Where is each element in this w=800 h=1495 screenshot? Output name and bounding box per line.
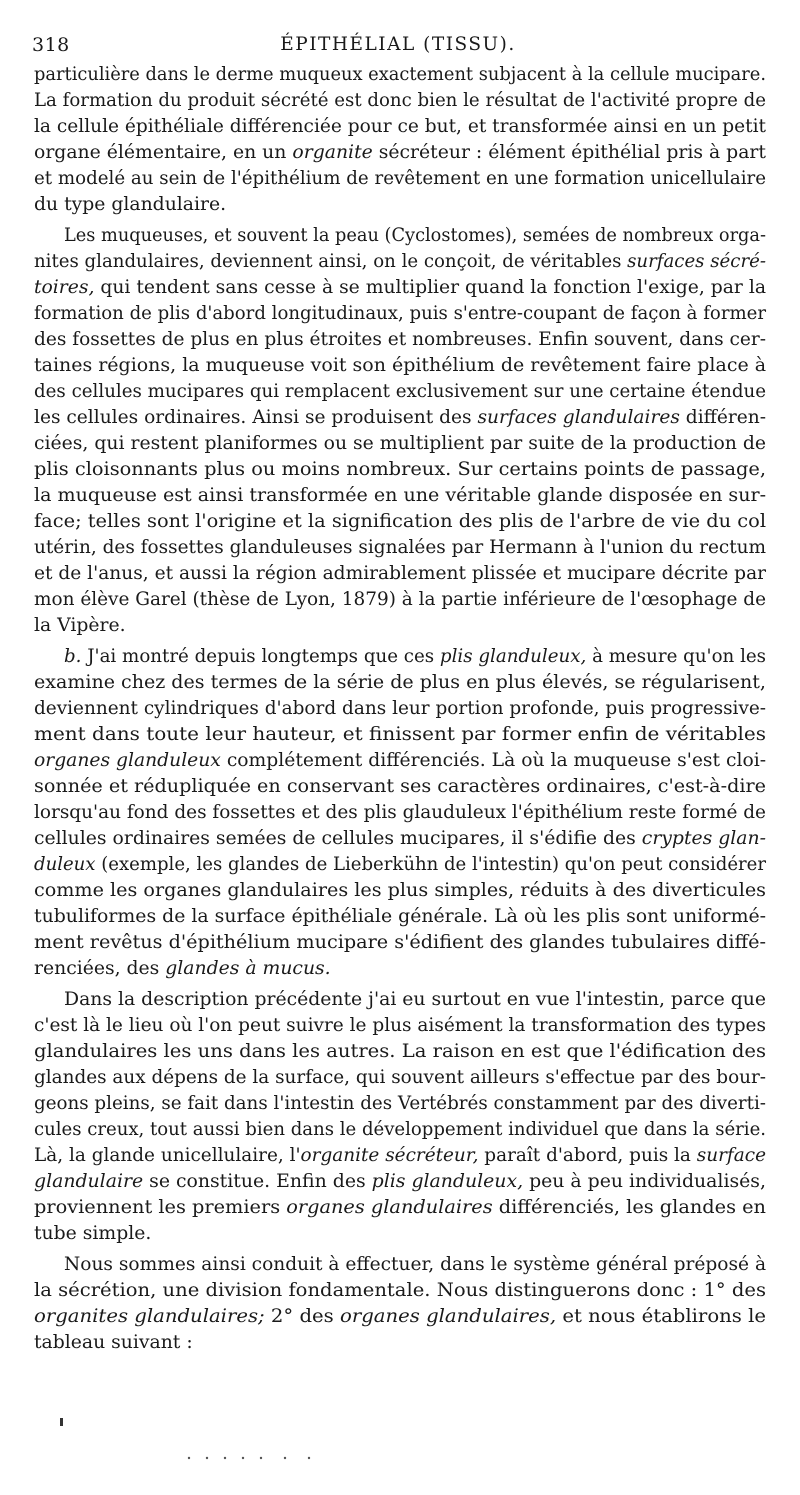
text-run: utérin, des fossettes glanduleuses signalées par Hermann à l'union du rectum bbox=[34, 537, 767, 558]
text-line bbox=[34, 405, 766, 431]
text-line-content bbox=[34, 379, 766, 405]
text-line bbox=[34, 223, 766, 249]
text-line bbox=[34, 904, 766, 930]
text-line-content bbox=[34, 1013, 766, 1039]
text-line-content bbox=[34, 826, 766, 852]
italic-run: glandes à mucus. bbox=[165, 958, 331, 979]
text-line-content bbox=[34, 800, 766, 826]
text-line-content bbox=[34, 1143, 766, 1169]
italic-run: surfaces sécré- bbox=[627, 251, 766, 272]
text-line bbox=[34, 561, 766, 587]
text-line-content bbox=[34, 509, 766, 535]
italic-run: organite bbox=[292, 142, 373, 163]
text-line bbox=[34, 1252, 766, 1278]
text-line bbox=[34, 696, 766, 722]
text-run: proviennent les premiers bbox=[34, 1197, 287, 1218]
text-line bbox=[34, 140, 766, 166]
text-line bbox=[34, 878, 766, 904]
italic-run: duleux bbox=[34, 854, 96, 875]
text-run: face; telles sont l'origine et la signification des plis de l'arbre de vie du col bbox=[34, 511, 767, 532]
text-line-content bbox=[34, 696, 766, 722]
text-line bbox=[34, 379, 766, 405]
text-line bbox=[34, 327, 766, 353]
text-line-content bbox=[34, 405, 766, 431]
text-run: peu à peu individualisés, bbox=[523, 1171, 766, 1192]
text-run: et de l'anus, et aussi la région admirablement plissée et mucipare décrite par bbox=[34, 563, 767, 584]
text-run: Nous sommes ainsi conduit à effectuer, dans le système général préposé à bbox=[64, 1254, 767, 1275]
text-line bbox=[34, 930, 766, 956]
text-run: et modelé au sein de l'épithélium de revêtement en une formation unicellulaire bbox=[34, 168, 767, 189]
text-run: deviennent cylindriques d'abord dans leur portion profonde, puis progressive- bbox=[34, 698, 767, 719]
text-line-content bbox=[64, 987, 766, 1013]
text-line bbox=[34, 114, 766, 140]
text-line-content bbox=[34, 192, 226, 218]
text-line-content bbox=[34, 166, 766, 192]
text-run: renciées, des bbox=[34, 958, 166, 979]
text-line-content bbox=[34, 722, 766, 748]
text-line-content bbox=[34, 1065, 766, 1091]
text-line bbox=[34, 1330, 766, 1356]
text-line-content bbox=[64, 223, 766, 249]
paragraph bbox=[34, 987, 766, 1247]
text-line bbox=[34, 535, 766, 561]
text-line-content bbox=[34, 930, 766, 956]
text-line-content bbox=[34, 249, 766, 275]
text-run: glandulaires les uns dans les autres. La raison en est que l'édification des bbox=[34, 1041, 767, 1062]
text-line-content bbox=[34, 1330, 193, 1356]
text-line-content bbox=[34, 1278, 766, 1304]
text-line-content bbox=[34, 904, 766, 930]
text-line bbox=[34, 1278, 766, 1304]
italic-run: organes glanduleux bbox=[34, 750, 221, 771]
page-title: ÉPITHÉLIAL (TISSU). bbox=[280, 34, 516, 55]
paragraph bbox=[34, 644, 766, 982]
text-line-content bbox=[64, 644, 766, 670]
text-line-content bbox=[34, 1091, 766, 1117]
text-line bbox=[34, 275, 766, 301]
text-line bbox=[34, 1091, 766, 1117]
text-line-content bbox=[34, 1169, 766, 1195]
italic-run: plis glanduleux, bbox=[439, 646, 587, 667]
italic-run: glandulaire bbox=[34, 1171, 144, 1192]
text-line-content bbox=[34, 956, 331, 982]
text-line bbox=[34, 353, 766, 379]
text-line bbox=[34, 587, 766, 613]
text-line-content bbox=[34, 852, 766, 878]
text-line bbox=[34, 1065, 766, 1091]
text-run: tableau suivant : bbox=[34, 1332, 193, 1353]
text-run: lorsqu'au fond des fossettes et des plis glauduleux l'épithélium reste formé de bbox=[34, 802, 766, 823]
print-dots-decoration bbox=[185, 1455, 325, 1461]
page-number: 318 bbox=[32, 34, 70, 56]
text-line bbox=[34, 62, 766, 88]
text-line bbox=[34, 748, 766, 774]
text-line bbox=[34, 1304, 766, 1330]
body-text bbox=[34, 62, 766, 1356]
text-line bbox=[34, 249, 766, 275]
text-line bbox=[34, 1143, 766, 1169]
text-run: des cellules mucipares qui remplacent exclusivement sur une certaine étendue bbox=[34, 381, 767, 402]
italic-run: surface bbox=[696, 1145, 766, 1166]
paragraph bbox=[34, 1252, 766, 1356]
text-line bbox=[34, 1221, 766, 1247]
text-line bbox=[34, 457, 766, 483]
text-run: les cellules ordinaires. Ainsi se produisent des bbox=[34, 407, 478, 428]
text-run: nites glandulaires, deviennent ainsi, on le conçoit, de véritables bbox=[34, 251, 628, 272]
text-line bbox=[34, 800, 766, 826]
text-run: glandes aux dépens de la surface, qui souvent ailleurs s'effectue par des bour- bbox=[34, 1067, 766, 1088]
italic-run: organes glandulaires bbox=[286, 1197, 493, 1218]
text-line bbox=[34, 483, 766, 509]
text-run: Les muqueuses, et souvent la peau (Cyclostomes), semées de nombreux orga- bbox=[64, 225, 766, 246]
text-run: geons pleins, se fait dans l'intestin des Vertébrés constamment par des diverti- bbox=[34, 1093, 766, 1114]
italic-run: surfaces glandulaires bbox=[477, 407, 680, 428]
text-run: cules creux, tout aussi bien dans le développement individuel que dans la série. bbox=[34, 1119, 767, 1140]
text-line bbox=[34, 509, 766, 535]
italic-run: plis glanduleux, bbox=[371, 1171, 524, 1192]
text-line-content bbox=[34, 483, 766, 509]
text-line bbox=[34, 644, 766, 670]
text-run: complétement différenciés. Là où la muqueuse s'est cloi- bbox=[220, 750, 767, 771]
text-line-content bbox=[34, 1221, 151, 1247]
text-run: sonnée et rédupliquée en conservant ses caractères ordinaires, c'est-à-dire bbox=[34, 776, 766, 797]
text-run: c'est là le lieu où l'on peut suivre le plus aisément la transformation des types bbox=[34, 1015, 766, 1036]
text-line-content bbox=[34, 1304, 766, 1330]
text-line bbox=[34, 722, 766, 748]
text-run: mon élève Garel (thèse de Lyon, 1879) à la partie inférieure de l'œsophage de bbox=[34, 589, 767, 610]
text-line-content bbox=[34, 457, 766, 483]
text-run: tubuliformes de la surface épithéliale générale. Là où les plis sont uniformé- bbox=[34, 906, 767, 927]
text-line bbox=[34, 301, 766, 327]
text-line-content bbox=[34, 327, 766, 353]
text-line-content bbox=[34, 613, 126, 639]
ink-speck bbox=[60, 1418, 63, 1426]
italic-run: cryptes glan- bbox=[641, 828, 766, 849]
text-line bbox=[34, 826, 766, 852]
text-run: Là, la glande unicellulaire, l' bbox=[34, 1145, 301, 1166]
text-run: sécréteur : élément épithélial pris à part bbox=[372, 142, 766, 163]
text-run: examine chez des termes de la série de plus en plus élevés, se régularisent, bbox=[34, 672, 766, 693]
text-line-content bbox=[34, 670, 766, 696]
text-run: et nous établirons le bbox=[556, 1306, 767, 1327]
text-line-content bbox=[34, 1039, 766, 1065]
text-run: différenciés, les glandes en bbox=[492, 1197, 766, 1218]
italic-run: organes glandulaires, bbox=[339, 1306, 557, 1327]
text-run: cellules ordinaires semées de cellules mucipares, il s'édifie des bbox=[34, 828, 642, 849]
text-line-content bbox=[34, 140, 766, 166]
text-line bbox=[34, 1195, 766, 1221]
text-run: plis cloisonnants plus ou moins nombreux. Sur certains points de passage, bbox=[34, 459, 767, 480]
text-line bbox=[34, 987, 766, 1013]
text-run: taines régions, la muqueuse voit son épithélium de revêtement faire place à bbox=[34, 355, 767, 376]
text-line-content bbox=[34, 431, 766, 457]
text-run: la sécrétion, une division fondamentale. Nous distinguerons donc : 1° des bbox=[34, 1280, 767, 1301]
text-run: la muqueuse est ainsi transformée en une véritable glande disposée en sur- bbox=[34, 485, 767, 506]
text-line bbox=[34, 431, 766, 457]
paragraph bbox=[34, 62, 766, 218]
text-line bbox=[34, 774, 766, 800]
text-line bbox=[34, 1117, 766, 1143]
text-line-content bbox=[34, 88, 766, 114]
text-line-content bbox=[34, 1117, 766, 1143]
text-run: (exemple, les glandes de Lieberkühn de l'intestin) qu'on peut considérer bbox=[95, 854, 767, 875]
text-line-content bbox=[34, 353, 766, 379]
running-head bbox=[32, 30, 764, 60]
text-line-content bbox=[34, 114, 766, 140]
italic-run: b. bbox=[64, 646, 82, 667]
text-run: différen- bbox=[679, 407, 767, 428]
text-run: tube simple. bbox=[34, 1223, 152, 1244]
text-line-content bbox=[34, 748, 766, 774]
text-run: particulière dans le derme muqueux exactement subjacent à la cellule mucipare. bbox=[34, 64, 767, 85]
text-run: J'ai montré depuis longtemps que ces bbox=[81, 646, 440, 667]
text-line-content bbox=[64, 1252, 766, 1278]
text-run: paraît d'abord, puis la bbox=[478, 1145, 697, 1166]
text-line bbox=[34, 1169, 766, 1195]
text-line bbox=[34, 613, 766, 639]
text-line-content bbox=[34, 1195, 766, 1221]
text-line bbox=[34, 88, 766, 114]
text-run: qui tendent sans cesse à se multiplier quand la fonction l'exige, par la bbox=[94, 277, 767, 298]
italic-run: organite sécréteur, bbox=[300, 1145, 479, 1166]
italic-run: toires, bbox=[34, 277, 95, 298]
text-run: ciées, qui restent planiformes ou se multiplient par suite de la production de bbox=[34, 433, 766, 454]
text-line-content bbox=[34, 535, 766, 561]
text-line bbox=[34, 1039, 766, 1065]
text-run: la cellule épithéliale différenciée pour ce but, et transformée ainsi en un petit bbox=[34, 116, 766, 137]
text-run: à mesure qu'on les bbox=[586, 646, 767, 667]
italic-run: organites glandulaires; bbox=[34, 1306, 265, 1327]
text-line bbox=[34, 1013, 766, 1039]
text-run: du type glandulaire. bbox=[34, 194, 227, 215]
text-line bbox=[34, 852, 766, 878]
text-run: la Vipère. bbox=[34, 615, 126, 636]
text-line bbox=[34, 192, 766, 218]
text-run: ment revêtus d'épithélium mucipare s'édifient des glandes tubulaires diffé- bbox=[34, 932, 767, 953]
text-line-content bbox=[34, 878, 766, 904]
text-line-content bbox=[34, 301, 766, 327]
text-run: se constitue. Enfin des bbox=[143, 1171, 372, 1192]
text-run: organe élémentaire, en un bbox=[34, 142, 293, 163]
text-line bbox=[34, 670, 766, 696]
text-line-content bbox=[34, 62, 766, 88]
text-run: La formation du produit sécrété est donc bien le résultat de l'activité propre de bbox=[34, 90, 767, 111]
text-run: des fossettes de plus en plus étroites et nombreuses. Enfin souvent, dans cer- bbox=[34, 329, 767, 350]
text-run: ment dans toute leur hauteur, et finissent par former enfin de véritables bbox=[34, 724, 767, 745]
text-run: Dans la description précédente j'ai eu surtout en vue l'intestin, parce que bbox=[64, 989, 767, 1010]
text-run: 2° des bbox=[264, 1306, 340, 1327]
paragraph bbox=[34, 223, 766, 639]
text-line bbox=[34, 166, 766, 192]
text-line-content bbox=[34, 774, 766, 800]
text-line-content bbox=[34, 587, 766, 613]
text-line bbox=[34, 956, 766, 982]
text-run: formation de plis d'abord longitudinaux, puis s'entre-coupant de façon à former bbox=[34, 303, 767, 324]
text-run: comme les organes glandulaires les plus simples, réduits à des diverticules bbox=[34, 880, 767, 901]
text-line-content bbox=[34, 275, 766, 301]
text-line-content bbox=[34, 561, 766, 587]
